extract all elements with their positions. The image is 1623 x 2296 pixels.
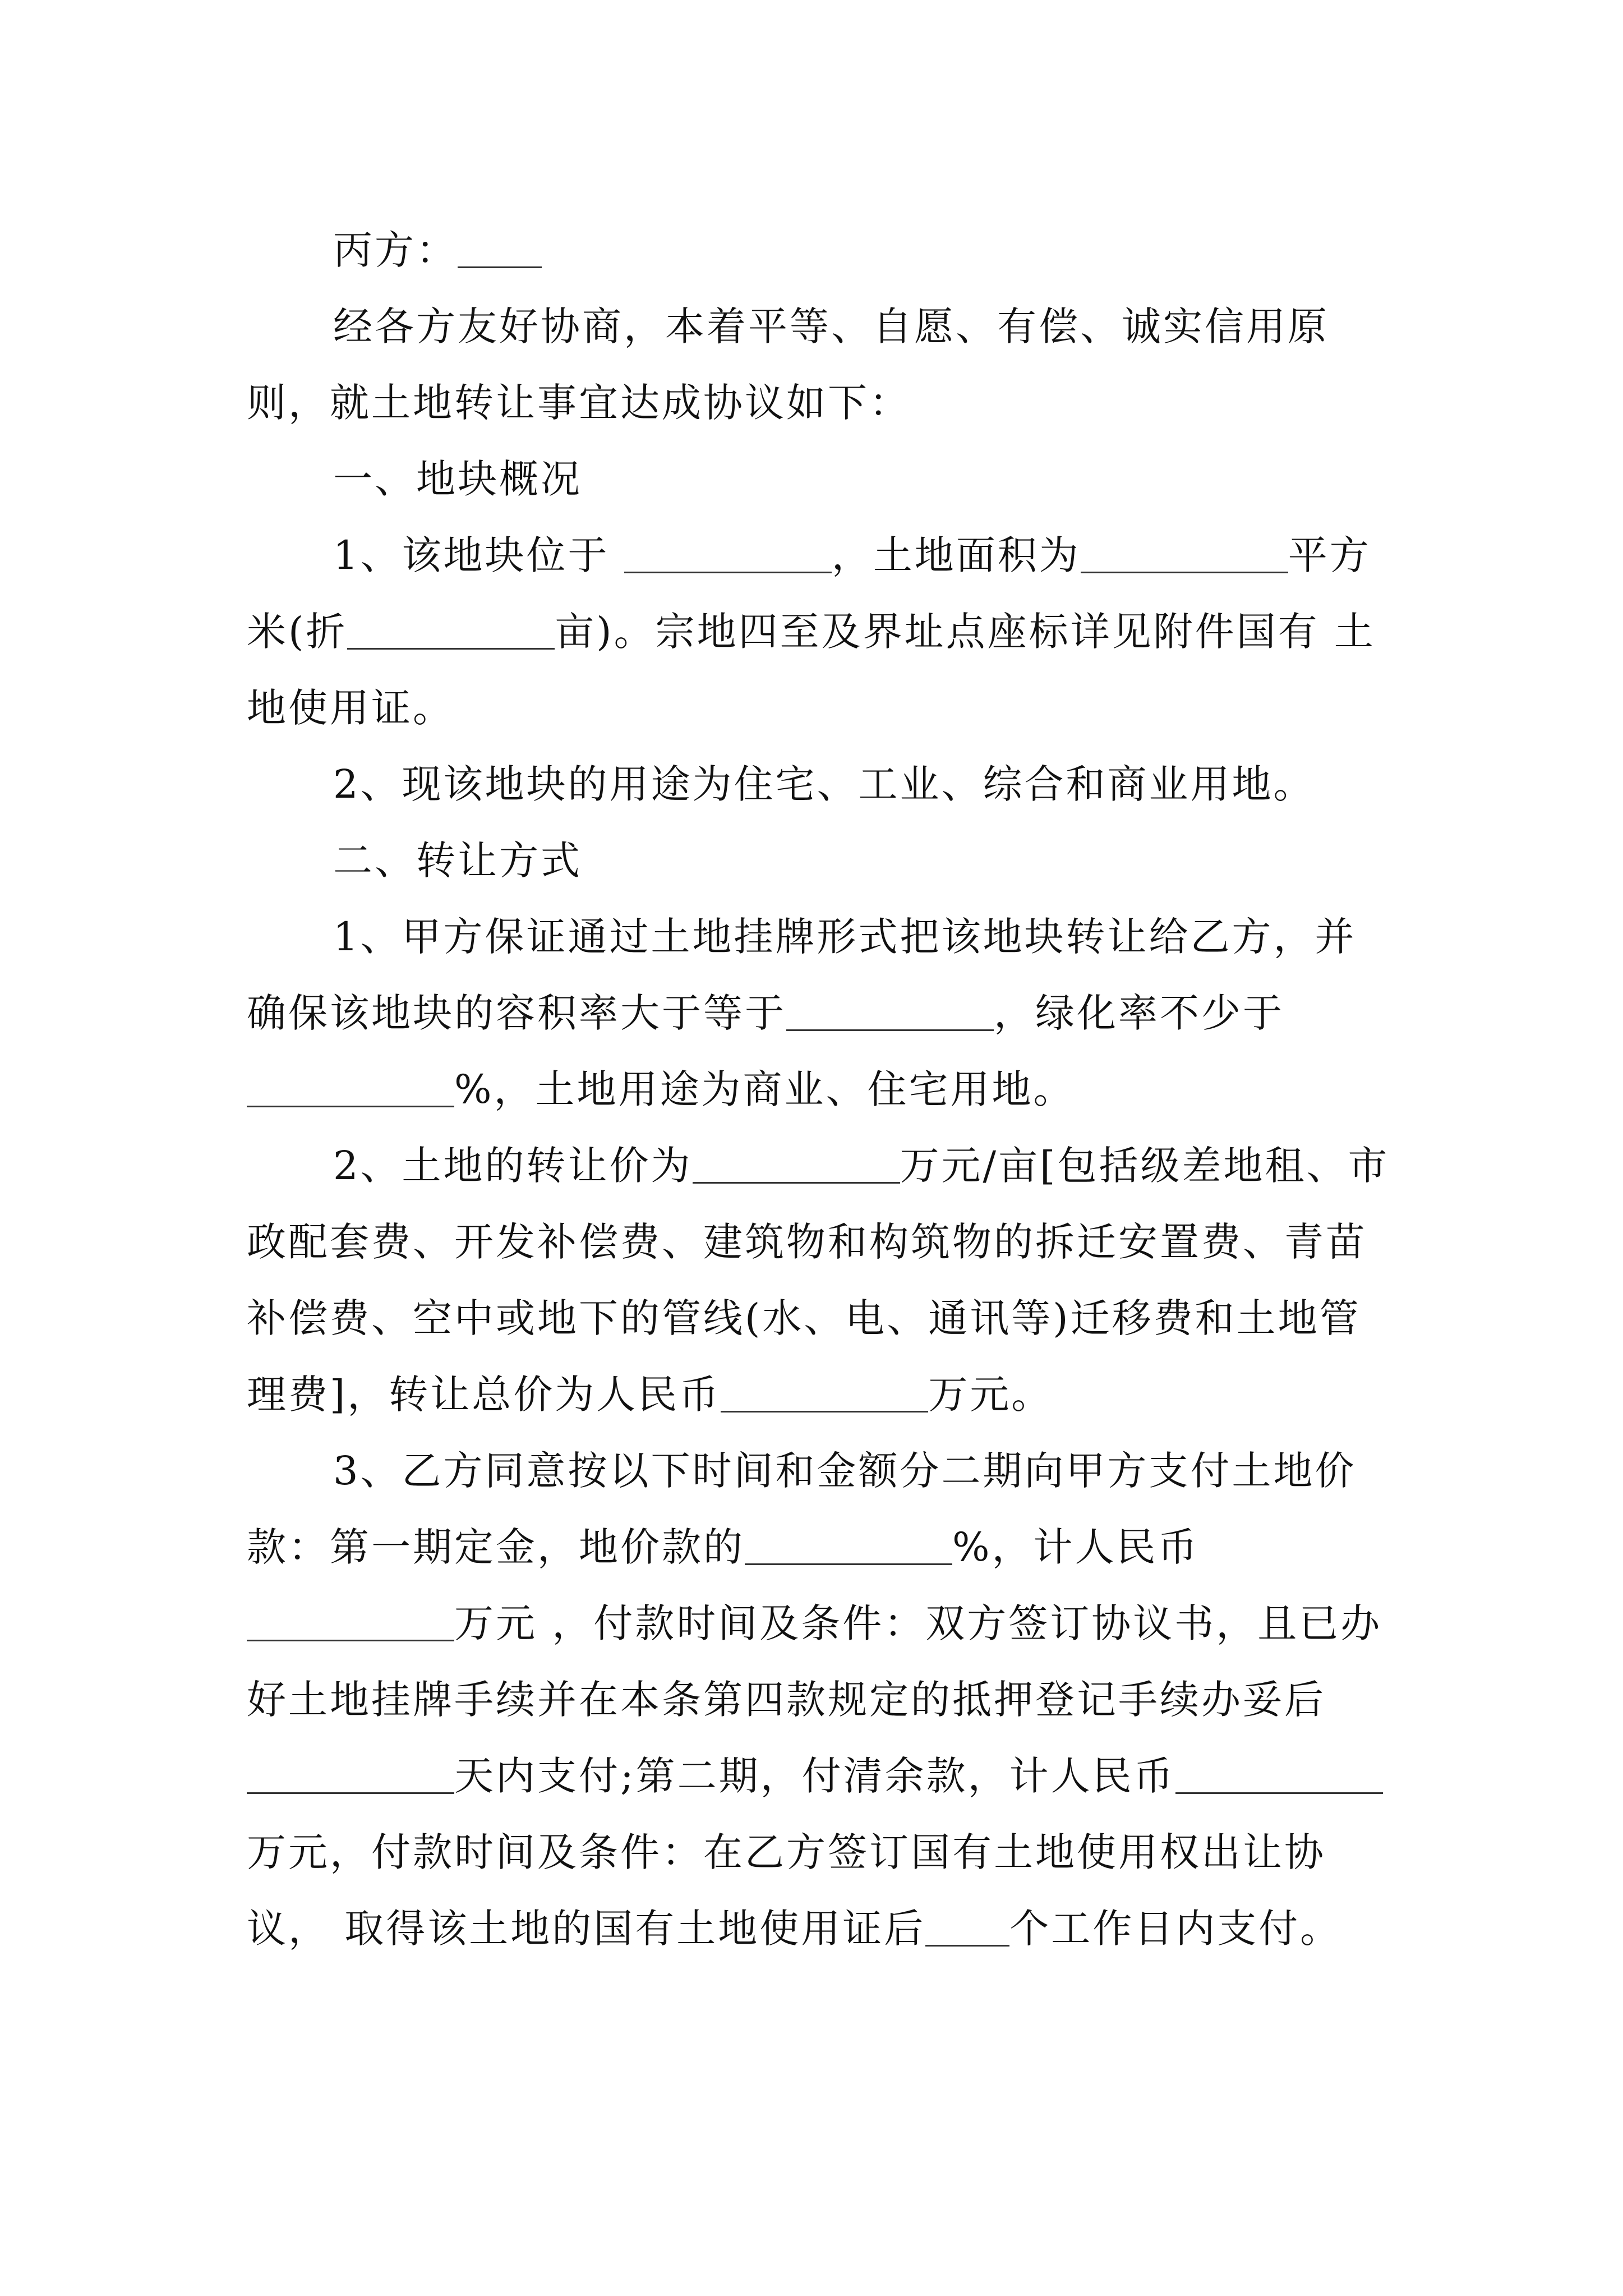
text-run: 亩)。宗地四至及界址点座标详见附件国有 土地使用证。 [247,609,1376,731]
text-run: 2、土地的转让价为 [333,1143,693,1189]
text-run: 1、甲方保证通过土地挂牌形式把该地块转让给乙方，并确保该地块的容积率大于等于 [247,914,1357,1036]
deposit-percent-blank [745,1526,952,1566]
text-run: 个工作日内支付。 [1009,1906,1342,1952]
text-run: 天内支付;第二期，付清余款，计人民币 [454,1753,1175,1799]
days-blank [247,1755,454,1795]
text-run: 平方米(折 [247,532,1371,655]
section-1-item-2: 2、现该地块的用途为住宅、工业、综合和商业用地。 [333,761,1315,807]
text-run: %，计人民币 [952,1524,1200,1570]
section-1-heading: 一、地块概况 [333,456,582,502]
balance-amount-blank [1175,1755,1383,1795]
area-blank [1081,535,1288,574]
green-ratio-blank [247,1069,454,1108]
workdays-blank [925,1908,1009,1947]
section-1-item-1 [247,517,1391,746]
contract-text [247,212,1391,1967]
price-per-mu-blank [693,1145,900,1184]
total-price-blank [721,1374,928,1413]
location-blank [624,535,832,574]
intro-paragraph: 经各方友好协商，本着平等、自愿、有偿、诚实信用原则，就土地转让事宜达成协议如下： [247,303,1329,426]
deposit-amount-blank [247,1603,454,1642]
party-c-blank [458,229,542,269]
section-2-item-1 [247,899,1391,1128]
text-run: 3、乙方同意按以下时间和金额分二期向甲方支付土地价款：第一期定金，地价款的 [247,1448,1357,1570]
section-2-item-3 [247,1433,1391,1967]
text-run: ，土地面积为 [831,532,1081,578]
section-2-item-2 [247,1128,1391,1433]
party-c-label: 丙方： [333,227,458,273]
text-run: 1、该地块位于 [333,532,624,578]
section-2-heading: 二、转让方式 [333,838,582,884]
text-run: %，土地用途为商业、住宅用地。 [454,1066,1075,1112]
text-run: 万元。 [928,1372,1053,1418]
mu-blank [347,611,555,650]
plot-ratio-blank [786,992,994,1032]
text-run: 万元，付款时间及条件：在乙方签订国有土地使用权出让协议， 取得该土地的国有土地使用证后 [247,1829,1326,1952]
text-run: ，绿化率不少于 [994,990,1284,1036]
text-run: 万元/亩[包括级差地租、市政配套费、开发补偿费、建筑物和构筑物的拆迁安置费、青苗补偿费、空中或地下的管线(水、电、通讯等)迁移费和土地管理费]，转让总价为人民币 [247,1143,1390,1418]
text-run: 万元 ，付款时间及条件：双方签订协议书，且已办好土地挂牌手续并在本条第四款规定的抵押登记手续办妥后 [247,1600,1382,1723]
party-c-line [247,212,1391,288]
